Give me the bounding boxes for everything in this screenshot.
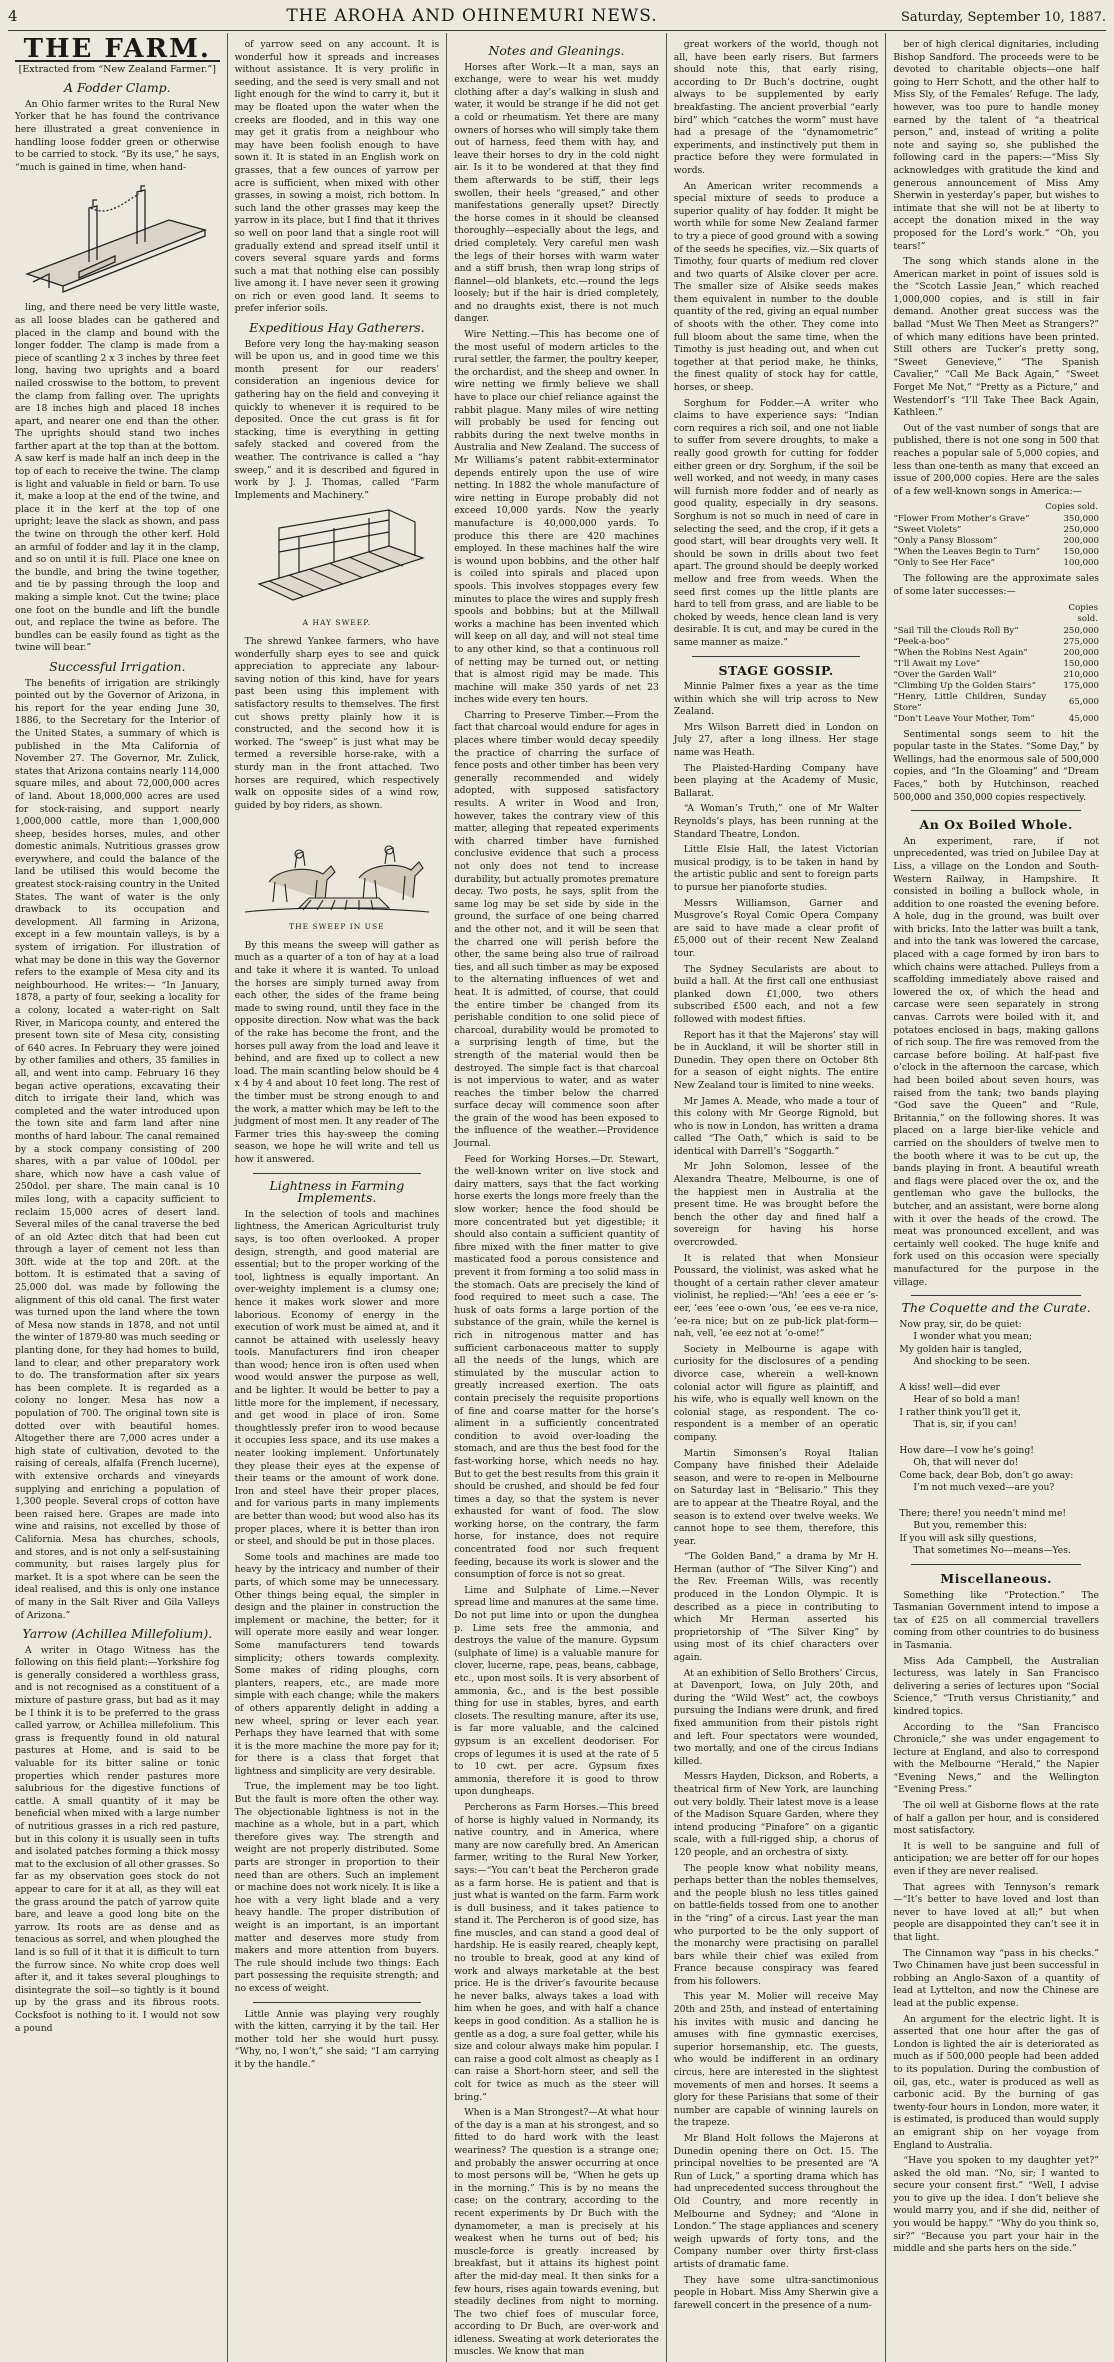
article-divider xyxy=(692,656,861,657)
issue-date: Saturday, September 10, 1887. xyxy=(901,10,1106,25)
article-paragraph: Feed for Working Horses.—Dr. Stewart, the well-known writer on live stock and dairy matters, says that the fact working horse exerts the longs more freely than the slow worker; hence the food should be more concentrated but yet digestible; it should also contain a sufficient quantity of fibre mixed with the finer matter to give masticated food a porous consistence and prevent it from forming a too solid mass in the stomach. Oats are precisely the kind of food required to meet such a case. The husk of oats forms a large portion of the substance of the grain, while the kernel is rich in nitrogenous matter and has sufficient carbonaceous matter to supply all the needs of the lungs, which are stimulated by the muscular action to greatly increased exertion. The oats contain precisely the requisite proportions of fine and coarse matter for the horse’s aliment in a sufficiently concentrated condition to avoid over-loading the stomach, and are thus the best food for the fast-working horse, which needs no hay. But to get the best results from this grain it should be crushed, and should be fed four times a day, so that the system is never exhausted for want of food. The slow working horse, on the contrary, the farm horse, for instance, does not require concentrated food nor such frequent feeding, because its work is slower and the consumption of force is not so great. xyxy=(454,1153,659,1581)
song-title: “Flower From Mother’s Grave” xyxy=(893,514,1030,525)
article-paragraph: That agrees with Tennyson’s remark—“It’s better to have loved and lost than never to have loved at all;” but when people are disappointed they can’t see it in that light. xyxy=(893,1881,1099,1943)
article-divider xyxy=(911,1564,1081,1565)
article-paragraph: According to the “San Francisco Chronicle,” she was under engagement to lecture at England, and also to correspond with the Melbourne “Herald,” the Napier “Evening News,” and the Wellington “Evening Press.” xyxy=(893,1721,1099,1796)
song-title: “Over the Garden Wall” xyxy=(893,669,997,680)
article-paragraph: This year M. Molier will receive May 20th and 25th, and instead of entertaining his invites with music and dancing he amuses with fine gymnastic exercises, superior horsemanship, etc. The guests, who would be indifferent in an ordinary circus, here are interested in the slightest movements of men and horses. It seems a glory for these Parisians that some of their number are capable of winning laurels on the trapeze. xyxy=(673,1991,879,2129)
poem-line xyxy=(899,1432,1099,1445)
article-paragraph: “The Golden Band,” a drama by Mr H. Herman (author of “The Silver King”) and the Rev. Freeman Wills, was recently produced in the London Olympic. It is described as a piece in contributing to which Mr Herman asserted his proprietorship of “The Silver King” by using most of its chief characters over again. xyxy=(673,1551,879,1664)
song-title: “When the Leaves Begin to Turn” xyxy=(893,547,1041,558)
song-sales-row xyxy=(893,670,1099,681)
copies-sold: 200,000 xyxy=(1063,536,1099,547)
article-paragraph: Percherons as Farm Horses.—This breed of horse is highly valued in Normandy, its native country, and in America, where many are now carefully bred. An American farmer, writing to the Rural New Yorker, says:—“You can’t beat the Percheron grade as a farm horse. He is patient and that is just what is wanted on the farm. Farm work is dull business, and it takes patience to stand it. The Percheron is of good size, has fine muscles, and can stand a good deal of hardship. He is easily reared, cheaply kept, no trouble to break, good at any kind of work and always marketable at the best price. He is the driver’s favourite because he never balks, always takes a load with him when he goes, and with half a chance keeps in good condition. As a stallion he is gentle as a dog, a sure foal getter, while his size and colour always make him popular. I can raise a good colt almost as cheaply as I can raise a Short-horn steer, and sell the colt for twice as much as the steer will bring.” xyxy=(454,1801,659,2103)
column-4 xyxy=(667,33,887,2362)
article-paragraph: “Have you spoken to my daughter yet?” asked the old man. “No, sir; I wanted to secure your consent first.” “Well, I advise you to give up the idea. I don’t believe she would marry you, and if she did, neither of you would be happy.” “Why do you think so, sir?” “Because you part your hair in the middle and she parts hers on the side.” xyxy=(893,2155,1099,2255)
masthead xyxy=(8,6,1106,31)
poem-line: That sometimes No—means—Yes. xyxy=(913,1545,1071,1557)
poem-line: If you will ask silly questions, xyxy=(899,1532,1037,1544)
article-heading-fodder-clamp: A Fodder Clamp. xyxy=(63,80,171,96)
poem-line: I wonder what you mean; xyxy=(913,1331,1032,1343)
article-paragraph: ber of high clerical dignitaries, including Bishop Sandford. The proceeds were to be devoted to charitable objects—one half going to Herr Schott, and the other half to Miss Sly, of the Females’ Refuge. The lady, however, was too pure to handle money earned by the talent of “a theatrical person,” and, instead of writing a polite note and saying so, she published the following card in the papers:—“Miss Sly acknowledges with gratitude the kind and generous announcement of Miss Amy Sherwin in yesterday’s paper, but wishes to intimate that she will not be at liberty to accept the donation mixed in the way proposed for the Lord’s work.” “Oh, you tears!” xyxy=(893,39,1099,252)
article-paragraph: Sentimental songs seem to hit the popular taste in the States. “Some Day,” by Wellings, had the enormous sale of 500,000 copies, and “In the Gloaming” and “Dream Faces,” both by Hutchinson, reached 500,000 and 350,000 copies respectively. xyxy=(893,728,1099,803)
article-paragraph: Minnie Palmer fixes a year as the time within which she will trip across to New Zealand. xyxy=(673,681,879,718)
copies-sold: 250,000 xyxy=(1063,625,1099,636)
article-heading-miscellaneous: Miscellaneous. xyxy=(940,1570,1053,1586)
article-paragraph: By this means the sweep will gather as much as a quarter of a ton of hay at a load and take it where it is wanted. To unload the horses are simply turned away from each other, the sides of the frame being made to swing round, until they face in the opposite direction. Now what was the back of the rake has become the front, and the horses pull away from the load and leave it behind, and are fixed up to collect a new load. The main scantling below should be 4 x 4 by 4 and about 10 feet long. The rest of the timber must be strong enough to and the work, a matter which may be left to the judgment of most men. It any reader of The Farmer tries this hay-sweep the coming season, we hope he will write and tell us how it answered. xyxy=(234,939,440,1165)
article-paragraph: Messrs Williamson, Garner and Musgrove’s Royal Comic Opera Company are said to have made a clear profit of £5,000 out of their recent New Zealand tour. xyxy=(673,897,879,959)
copies-sold: 45,000 xyxy=(1068,713,1099,724)
sweep-in-use-drawing xyxy=(239,816,435,920)
poem-line: Oh, that will never do! xyxy=(913,1457,1019,1469)
article-paragraph: Report has it that the Majerons’ stay will be in Auckland, it will be shorter still in Dunedin. They open there on October 8th for a season of eight nights. The entire New Zealand tour is limited to nine weeks. xyxy=(673,1029,879,1091)
fodder-clamp-illustration xyxy=(15,178,220,296)
article-divider xyxy=(911,1295,1081,1296)
article-paragraph: The benefits of irrigation are strikingly pointed out by the Governor of Arizona, in his report for the year ending June 30, 1886, to the Secretary for the Interior of the United States, a summary of which is published in the Mta California of November 27. The Governor, Mr. Zulick, states that Arizona contains nearly 114,000 square miles, and about 72,000,000 acres of land. About 18,000,000 acres are used for stock-raising, and support nearly 1,000,000 cattle, more than 1,000,000 sheep, besides horses, mules, and other domestic animals. Nutritious grasses grow everywhere, and could the balance of the land be utilised this would become the greatest stock-raising country in the United States. The want of water is the only drawback to its occupation and development. All farming in Arizona, except in a few mountain valleys, is by a system of irrigation. For illustration of what may be done in this way the Governor refers to the example of Mesa city and its neighbourhood. He writes:— “In January, 1878, a party of four, seeking a locality for a colony, located a water-right on Salt River, in Maricopa county, and entered the present town site of Mesa city, consisting of 640 acres. In February they were joined by other families and others, 35 families in all, and went into camp. February 16 they began active operations, excavating their ditch to irrigate their land, which was completed and the water introduced upon the town site and farm land after nine months of hard labour. The canal remained by a stock company consisting of 200 shares, with a par value of 100dol. per share, which now have a cash value of 250dol. per share. The main canal is 10 miles long, with a capacity sufficient to reclaim 15,000 acres of desert land. Several miles of the canal traverse the bed of an old Aztec ditch that had been cut through a layer of cement not less than 30ft. wide at the top and 20ft. at the bottom. It is estimated that a saving of 25,000 dol. was made by following the alignment of this old canal. The first water was turned upon the land where the town of Mesa now stands in 1878, and not until the winter of 1879-80 was much seeding or planting done, for they had homes to build, land to clear, and other preparatory work to do. The transformation after six years has been complete. It is regarded as a colony no longer. Mesa has now a population of 700. The original town site is dotted over with beautiful homes. Altogether there are 7,000 acres under a high state of cultivation, devoted to the raising of cereals, alfalfa (French lucerne), with extensive orchards and vineyards supplying and enriching a population of 1,300 people. Several crops of cotton have been raised here. Grapes are made into wine and raisins, not excelled by those of California. Mesa has churches, schools, and stores, and is not only a self-sustaining community, but raises largely plus for market. It is a spot where can be seen the ideal realised, and this is only one instance of many in the Salt River and Gila Valleys of Arizona.” xyxy=(15,677,220,1621)
article-paragraph: An American writer recommends a special mixture of seeds to produce a superior quality of hay fodder. It might be worth while for some New Zealand farmer to try a piece of good ground with a sowing of the seeds he specifies, viz.—Six quarts of Timothy, four quarts of medium red clover and two quarts of Alsike clover per acre. The smaller size of Alsike seeds makes them equivalent in number to the double quantity of the red, giving an equal number of shoots with the other. They come into full bloom about the same time, when the Timothy is just heading out, and when cut together at that period make, he thinks, the finest quality of stock hay for cattle, horses, or sheep. xyxy=(673,180,879,394)
poem-line: I rather think you’ll get it, xyxy=(899,1406,1021,1418)
song-sales-row xyxy=(893,514,1099,525)
article-paragraph: Little Annie was playing very roughly with the kitten, carrying it by the tail. Her mother told her she would hurt pussy. “Why, no, I won’t,” she said; “I am carrying it by the handle.” xyxy=(234,2008,440,2070)
song-sales-row xyxy=(893,525,1099,536)
article-paragraph: Something like “Protection.” The Tasmanian Government intend to impose a tax of £25 on all commercial travellers coming from other countries to do business in Tasmania. xyxy=(893,1589,1099,1651)
poem-heading: The Coquette and the Curate. xyxy=(901,1300,1091,1316)
article-paragraph: great workers of the world, though not all, have been early risers. But farmers should note this, that early rising, according to Dr Buch’s doctrine, ought always to be supplemented by early breakfasting. The ancient proverbial “early bird” which “catches the worm” must have had a presage of the “dynamometric” experiments, and instinctively put them in practice before they were formulated in words. xyxy=(673,39,879,176)
poem-line: Hear of so bold a man! xyxy=(913,1394,1020,1406)
song-title: “Sweet Violets” xyxy=(893,525,962,536)
article-paragraph: At an exhibition of Sello Brothers’ Circus, at Davenport, Iowa, on July 20th, and during the “Wild West” act, the cowboys pursuing the Indians were drunk, and fired fixed ammunition from their pistols right and left. Four spectators were wounded, two mortally, and one of the circus Indians killed. xyxy=(673,1667,879,1767)
article-paragraph: Martin Simonsen’s Royal Italian Company have finished their Adelaide season, and were to re-open in Melbourne on Saturday last in “Belisario.” This they are to appear at the Theatre Royal, and the season is to extend over twelve weeks. We cannot hope to see them, therefore, this year. xyxy=(673,1447,879,1547)
article-paragraph: The oil well at Gisborne flows at the rate of half a gallon per hour, and is considered most satisfactory. xyxy=(893,1800,1099,1837)
fodder-clamp-drawing xyxy=(19,178,215,296)
song-title: “Peek-a-boo” xyxy=(893,636,950,647)
article-paragraph: The Sydney Secularists are about to build a hall. At the first call one enthusiast planked down £1,000, two others subscribed £500 each, and not a few followed with modest fifties. xyxy=(673,963,879,1025)
article-paragraph: An experiment, rare, if not unprecedented, was tried on Jubilee Day at Liss, a village on the London and South-Western Railway, in Hampshire. It consisted in boiling a bullock whole, in addition to one roasted the evening before. A hole, dug in the ground, was built over with bricks. Into the latter was built a tank, and into the tank was lowered the carcase, placed with a cage formed by iron bars to which chains were attached. Pulleys from a scaffolding immediately above raised and lowered the ox, of which the head and carcase were seen separately in strong canvas. Carrots were boiled with it, and potatoes enclosed in bags, making gallons of rich soup. The fire was removed from the carcase before boiling. At half-past five o’clock in the afternoon the carcase, which had been boiled about seven hours, was raised from the tank; two bands playing “God save the Queen” and “Rule, Britannia,” on the following shores. It was placed on a large bier-like vehicle and carried on the shoulders of twelve men to the booth where it was to be cut up, the bands playing in front. A beautiful wreath and flags were placed over the ox, and the gentleman who gave the bullocks, the butcher, and an assistant, were borne along with it over the heads of the crowd. The meat was pronounced excellent, and was certainly well cooked. The huge knife and fork used on this occasion were specially manufactured for the purpose in the village. xyxy=(893,835,1099,1288)
section-title-the-farm: THE FARM. xyxy=(15,43,220,62)
poem-line: My golden hair is tangled, xyxy=(899,1343,1022,1355)
copies-sold: 210,000 xyxy=(1063,669,1099,680)
poem-line: There; there! you needn’t mind me! xyxy=(899,1507,1067,1519)
column-3 xyxy=(447,33,667,2362)
article-paragraph: A writer in Otago Witness has the following on this field plant:—Yorkshire fog is generally considered a worthless grass, and is not recognised as a constituent of a mixture of pasture grass, but bad as it may be I think it is to be preferred to the grass called yarrow, or Achillea millefolium. This grass is frequently found in old natural pastures at Home, and is said to be valuable for its bitter saline or tonic properties which render pastures more salubrious for the digestive functions of cattle. A small quantity of it may be beneficial when mixed with a large number of nutritious grasses in a rich red pasture, but in this colony it is usually seen in tufts and isolated patches forming a thick mossy mat to the exclusion of all other grasses. So far as my observation goes stock do not appear to care for it at all, as they will eat the grass around the patch of yarrow quite bare, and leave a good long bite on the yarrow. Its roots are as dense and as tenacious as sorrel, and when ploughed the land is so full of it that it is difficult to turn the furrow since. No white crop does well after it, and it takes several ploughings to disintegrate the soil—so tightly is it bound up by the grass and its fibrous roots. Cocksfoot is nothing to it. I would not sow a pound xyxy=(15,1644,220,2034)
copies-sold: 175,000 xyxy=(1063,680,1099,691)
hay-sweep-drawing xyxy=(239,506,435,616)
article-paragraph: The Plaisted-Harding Company have been playing at the Academy of Music, Ballarat. xyxy=(673,762,879,799)
song-title: “When the Robins Nest Again” xyxy=(893,647,1028,658)
poem-line: Come back, dear Bob, don’t go away: xyxy=(899,1469,1074,1481)
article-heading-notes-and-gleanings: Notes and Gleanings. xyxy=(488,43,625,58)
song-sales-table-1 xyxy=(893,501,1099,569)
poem-line: Now pray, sir, do be quiet: xyxy=(899,1318,1022,1330)
article-paragraph: Horses after Work.—It a man, says an exchange, were to wear his wet muddy clothing after a day’s walking in slush and water, it would be strange if he did not get a cold or rheumatism. Yet there are many owners of horses who will simply take them out of harness, feed them with hay, and leave their horses to dry in the cold night air. Is it to be wondered at that they find them afterwards to be stiff, their legs swollen, their heels “greased,” and other manifestations generally upset? Directly the horse comes in it should be cleansed thoroughly—especially about the legs, and dried completely. Very careful men wash the legs of their horses with warm water and a stiff brush, then wrap long strips of flannel—old blankets, etc.—round the legs loosely; but if the hair is dried completely, and no draughts exist, there is not much danger. xyxy=(454,61,659,325)
article-paragraph: Lime and Sulphate of Lime.—Never spread lime and manures at the same time. Do not put lime into or upon the dunghea p. Lime sets free the ammonia, and destroys the value of the manure. Gypsum (sulphate of lime) is a valuable manure for clover, lucerne, rape, peas, beans, cabbage, etc., upon most soils. It is very absorbent of ammonia, &c., and is the best possible thing for use in stables, byres, and earth closets. The resulting manure, after its use, is far more valuable, and the calcined gypsum is an excellent deodoriser. For crops of legumes it is used at the rate of 5 to 10 cwt. per acre. Gypsum fixes ammonia, therefore it is good to throw upon dungheaps. xyxy=(454,1584,659,1798)
section-kicker: [Extracted from “New Zealand Farmer.”] xyxy=(18,63,216,75)
article-paragraph: An argument for the electric light. It is asserted that one hour after the gas of London is lighted the air is deteriorated as much as if 500,000 people had been added to its population. During the combustion of oil, gas, etc., water is produced as well as carbonic acid. By the burning of gas twenty-four hours in London, more water, it is estimated, is produced than would supply an emigrant ship on her voyage from England to Australia. xyxy=(893,2013,1099,2151)
poem-line: But you, remember this: xyxy=(913,1520,1027,1532)
copies-sold: 150,000 xyxy=(1063,658,1099,669)
article-heading-stage-gossip: STAGE GOSSIP. xyxy=(718,662,834,678)
poem-body xyxy=(893,1319,1099,1558)
article-paragraph: True, the implement may be too light. But the fault is more often the other way. The objectionable lightness is not in the machine as a whole, but in a part, which therefore gives way. The strength and weight are not properly distributed. Some parts are stronger in proportion to their need than are others. Such an implement or machine does not work nicely. It is like a hoe with a very light blade and a very heavy handle. The proper distribution of weight is an important, is an important matter and deserves more study from makers and more attention from buyers. The rule should include two things: Each part possessing the requisite strength; and no excess of weight. xyxy=(234,1781,440,1994)
hay-sweep-illustration xyxy=(235,506,440,630)
song-sales-row xyxy=(893,536,1099,547)
sweep-in-use-illustration xyxy=(235,816,440,934)
article-paragraph: Out of the vast number of songs that are published, there is not one song in 500 that reaches a popular sale of 5,000 copies, and less than one-tenth as many that exceed an issue of 200,000 copies. Here are the sales of a few well-known songs in America:— xyxy=(893,422,1099,497)
poem-line: I’m not much vexed—are you? xyxy=(913,1482,1055,1494)
article-paragraph: Miss Ada Campbell, the Australian lecturess, was lately in San Francisco delivering a series of lectures upon “Social Science,” “Truth versus Christianity,” and kindred topics. xyxy=(893,1655,1099,1717)
song-title: “I’ll Await my Love” xyxy=(893,658,981,669)
song-sales-row xyxy=(893,714,1099,725)
column-5 xyxy=(886,33,1106,2362)
copies-sold: 65,000 xyxy=(1068,697,1099,708)
article-paragraph: Mrs Wilson Barrett died in London on July 27, after a long illness. Her stage name was Heath. xyxy=(673,721,879,759)
sales-column-header: Copies sold. xyxy=(1068,602,1098,624)
newspaper-title: THE AROHA AND OHINEMURI NEWS. xyxy=(286,6,658,26)
article-heading-successful-irrigation: Successful Irrigation. xyxy=(49,658,186,674)
article-paragraph: The people know what nobility means, perhaps better than the nobles themselves, and the people blush no less titles gained on battle-fields tossed from one to another in the “ring” of a circus. Last year the man who purported to be the only support of the monarchy were practising on parallel bars while their chief was exiled from France because conspiracy was feared from his followers. xyxy=(673,1862,879,1987)
poem-line xyxy=(899,1495,1099,1508)
article-paragraph: “A Woman’s Truth,” one of Mr Walter Reynolds’s plays, has been running at the Standard Theatre, London. xyxy=(673,803,879,840)
article-paragraph: Charring to Preserve Timber.—From the fact that charcoal would endure for ages in places where timber would decay speedily the practice of charring the surface of fence posts and other timber has been very generally recommended and widely adopted, with supposed satisfactory results. A writer in Wood and Iron, however, takes the contrary view of this matter, alleging that repeated experiments with charred timber have furnished conclusive evidence that such a process not only does not tend to increase durability, but actually promotes premature decay. Two posts, he says, split from the same log may be set side by side in the ground, the surface of one being charred and the other not, and it will be seen that the charred one will perish before the other, the same being also true of railroad ties, and all such timber as may be exposed to the alternating influences of wet and heat. It is admitted, of course, that could the entire timber be changed from its perishable condition to one solid piece of charcoal, durability would be promoted to a surprising length of time, but the strength of the material would then be destroyed. The simple fact is that charcoal is not impervious to water, and as water reaches the timber below the charred surface decay will commence soon after the grain of the wood has been exposed to the influence of the weather.—Providence Journal. xyxy=(454,709,659,1150)
copies-sold: 350,000 xyxy=(1063,514,1099,525)
article-paragraph: Society in Melbourne is agape with curiosity for the disclosures of a pending divorce case, wherein a well-known colonial actor will figure as plaintiff, and his wife, who is equally well known on the colonial stage, as respondent. The co-respondent is a member of an operatic company. xyxy=(673,1343,879,1443)
copies-sold: 200,000 xyxy=(1063,647,1099,658)
article-paragraph: Before very long the hay-making season will be upon us, and in good time we this month present for our readers’ consideration an ingenious device for gathering hay on the field and conveying it quickly to whenever it is required to be deposited. Once the cut grass is fit for stacking, time is everything in getting safely stacked and covered from the weather. The contrivance is called a “hay sweep,” and it is described and figured in work by J. J. Thomas, called “Farm Implements and Machinery.” xyxy=(234,338,440,501)
poem-line: And shocking to be seen. xyxy=(913,1356,1031,1368)
article-paragraph: Mr James A. Meade, who made a tour of this colony with Mr George Rignold, but who is now in London, has written a drama called “The Oath,” which is said to be identical with Darrell’s “Soggarth.” xyxy=(673,1095,879,1157)
song-sales-row xyxy=(893,692,1099,714)
column-2 xyxy=(228,33,448,2362)
figure-caption: A HAY SWEEP. xyxy=(302,618,372,628)
article-heading-hay-gatherers: Expeditious Hay Gatherers. xyxy=(249,320,425,336)
article-paragraph: Some tools and machines are made too heavy by the intricacy and number of their parts, of which some may be unnecessary. Other things being equal, the simpler in design and the plainer in construction the implement or machine, the better; for it will operate more easily and wear longer. Some manufacturers tend towards simplicity; others towards complexity. Some makes of riding ploughs, corn planters, reapers, etc., are made more simple with each change; while the makers of others apparently delight in adding a new wheel, spring or lever each year. Perhaps they have learned that with some it is the more machine the more pay for it; for there is a class that forget that lightness and simplicity are very desirable. xyxy=(234,1551,440,1777)
article-paragraph: Sorghum for Fodder.—A writer who claims to have experience says: “Indian corn requires a rich soil, and one not liable to suffer from severe droughts, to make a really good growth for cutting for fodder either green or dry. Sorghum, if the soil be well worked, and not weedy, in many cases will furnish more fodder and of nearly as good quality, especially in dry seasons. Sorghum is not so much in need of care in selecting the seed, and the crop, if it gets a good start, will bear droughts very well. It should be sown in drills about two feet apart. The ground should be deeply worked mellow and free from weeds. When the seed first comes up the little plants are hard to tell from grass, and are liable to be choked by weeds, hence clean land is very desirable. It is cut, and may be cured in the same manner as maize.” xyxy=(673,397,879,648)
song-sales-row xyxy=(893,681,1099,692)
song-sales-row xyxy=(893,659,1099,670)
poem-line: A kiss! well—did ever xyxy=(899,1381,1000,1393)
song-title: “Climbing Up the Golden Stairs” xyxy=(893,680,1037,691)
song-sales-row xyxy=(893,648,1099,659)
sales-column-header: Copies sold. xyxy=(1045,502,1098,513)
song-title: “Sail Till the Clouds Roll By” xyxy=(893,625,1019,636)
article-heading-lightness: Lightness in Farming Implements. xyxy=(269,1177,405,1206)
article-paragraph: The following are the approximate sales of some later successes:— xyxy=(893,573,1099,597)
article-heading-ox-boiled-whole: An Ox Boiled Whole. xyxy=(919,817,1073,833)
copies-sold: 275,000 xyxy=(1063,636,1099,647)
song-sales-row xyxy=(893,626,1099,637)
poem-line xyxy=(899,1369,1099,1382)
article-divider xyxy=(253,2002,422,2003)
page-number: 4 xyxy=(8,7,18,25)
song-sales-row xyxy=(893,558,1099,569)
song-title: “Don’t Leave Your Mother, Tom” xyxy=(893,713,1035,724)
article-paragraph: The Cinnamon way “pass in his checks.” Two Chinamen have just been successful in robbing an Anglo-Saxon of a quantity of lead at Lyttelton, and now the Chinese are lead at the public expense. xyxy=(893,1947,1099,2009)
article-heading-yarrow: Yarrow (Achillea Millefolium). xyxy=(22,1626,213,1642)
copies-sold: 100,000 xyxy=(1063,558,1099,569)
article-paragraph: The shrewd Yankee farmers, who have wonderfully sharp eyes to see and quick appreciation to appreciate any labour-saving notion of this kind, have for years past been using this implement with satisfactory results to themselves. The first cut shows pretty plainly how it is constructed, and the second how it is worked. The “sweep” is just what may be termed a reversible horse-rake, with a sturdy man in the front attached. Two horses are required, which respectively walk on opposite sides of a wind row, guided by boy riders, as shown. xyxy=(234,635,440,811)
song-title: “Henry, Little Children, Sunday Store” xyxy=(893,691,1047,713)
article-divider xyxy=(253,1173,422,1174)
article-paragraph: ling, and there need be very little waste, as all loose blades can be gathered and placed in the clamp and bound with the longer fodder. The clamp is made from a piece of scantling 2 x 3 inches by three feet long, having two uprights and a board nailed crosswise to the bottom, to prevent the clamp from falling over. The uprights are 18 inches high and placed 18 inches apart, and nearer one end than the other. The uprights should stand two inches farther apart at the top than at the bottom. A saw kerf is made half an inch deep in the top of each to receive the twine. The clamp is light and valuable in field or barn. To use it, make a loop at the end of the twine, and place it in the kerf at the top of one upright; leave the slack as shown, and pass the twine on through the other kerf. Hold an armful of fodder and lay it in the clamp, and so on until it is full. Place one knee on the bundle, and bring the twine together, and tie by passing through the loop and making a simple knot. Cut the twine; place one foot on the bundle and lift the bundle out, and replace the twine as before. The bundles can be easily found as tight as the twine will bear.” xyxy=(15,302,220,654)
article-paragraph: Messrs Hayden, Dickson, and Roberts, a theatrical firm of New York, are launching out very boldly. Their latest move is a lease of the Madison Square Garden, where they intend producing “Pinafore” on a gigantic scale, with a full-rigged ship, a chorus of 120 people, and an orchestra of sixty. xyxy=(673,1771,879,1858)
article-paragraph: The song which stands alone in the American market in point of issues sold is the “Scotch Lassie Jean,” which reached 1,000,000 copies, and is still in fair demand. Another great success was the ballad “Must We Then Meet as Strangers?” of which many editions have been printed. Still others are Tucker’s pretty song, “Sweet Genevieve,” “The Spanish Cavalier,” “Call Me Back Again,” “Sweet Forget Me Not,” “Pretty as a Picture,” and Westendorf’s “I’ll Take Thee Back Again, Kathleen.” xyxy=(893,256,1099,419)
poem-line: That is, sir, if you can! xyxy=(913,1419,1017,1431)
columns xyxy=(8,33,1106,2358)
song-title: “Only a Pansy Blossom” xyxy=(893,536,998,547)
column-1 xyxy=(8,33,228,2362)
copies-sold: 250,000 xyxy=(1063,525,1099,536)
article-divider xyxy=(911,810,1081,811)
article-paragraph: It is well to be sanguine and full of anticipation; we are better off for our hopes even if they are never realised. xyxy=(893,1840,1099,1878)
article-paragraph: In the selection of tools and machines lightness, the American Agriculturist truly says, is too often overlooked. A proper design, strength, and good material are essential; but to the proper working of the tool, lightness is equally important. An over-weighty implement is a clumsy one; hence it makes work slower and more laborious. Economy of energy in the execution of work must be aimed at, and it cannot be attained with uselessly heavy tools. Manufacturers find iron cheaper than wood; hence iron is often used when wood would answer the purpose as well, and be lighter. It would be better to pay a little more for the implement, if necessary, and get wood in place of iron. Some thoughtlessly prefer iron to wood because it occupies less space, and its use makes a neater looking implement. Unfortunately they please their eyes at the expense of their teams or the amount of work done. Iron and steel have their proper places, and for various parts in many implements are better than wood; but wood also has its proper places, where it is better than iron or steel, and should be put in those places. xyxy=(234,1208,440,1548)
article-paragraph: An Ohio farmer writes to the Rural New Yorker that he has found the contrivance here illustrated a great convenience in handling loose fodder green or otherwise to be carried to stock. “By its use,” he says, “much is gained in time, when hand- xyxy=(15,98,220,173)
article-paragraph: Little Elsie Hall, the latest Victorian musical prodigy, is to be taken in hand by the artistic public and sent to foreign parts to pursue her pianoforte studies. xyxy=(673,844,879,893)
article-paragraph: When is a Man Strongest?—At what hour of the day is a man at his strongest, and so fitted to do hard work with the least weariness? The question is a strange one; and probably the answer occurring at once to most persons will be, “When he gets up in the morning.” This is by no means the case; on the contrary, according to the recent experiments by Dr Buch with the dynamometer, a man is precisely at his weakest when he turns out of bed; his muscle-force is greatly increased by breakfast, but it attains its highest point after the mid-day meal. It then sinks for a few hours, rises again towards evening, but steadily declines from night to morning. The two chief foes of muscular force, according to Dr Buch, are over-work and idleness. Sweating at work deteriorates the muscles. We know that man xyxy=(454,2107,659,2358)
song-title: “Only to See Her Face” xyxy=(893,558,996,569)
poem-line: How dare—I vow he’s going! xyxy=(899,1444,1034,1456)
article-paragraph: It is related that when Monsieur Poussard, the violinist, was asked what he thought of a certain rather clever amateur violinist, he replied:—“Ah! ’ees a eee er ’s-eer, ’ees ’eee o-own ’ous, ’ee ees ve-ra nice, ’ee-ra nice; but on ze pub-lick plat-form—nah, vell, ’ee eez not at ’o-ome!” xyxy=(673,1252,879,1340)
article-paragraph: Mr John Solomon, lessee of the Alexandra Theatre, Melbourne, is one of the happiest men in Australia at the present time. He was brought before the bench the other day and fined half a sovereign for having his horse overcrowded. xyxy=(673,1161,879,1249)
article-paragraph: Wire Netting.—This has become one of the most useful of modern articles to the rural settler, the farmer, the poultry keeper, the orchardist, and the sheep and owner. In wire netting we firmly believe we shall have to place our chief reliance against the rabbit plague. Many miles of wire netting will probably be used for fencing out rabbits during the next twelve months in Australia and New Zealand. The success of Mr Williams’s patent rabbit-exterminator depends entirely upon the use of wire netting. In 1882 the whole manufacture of wire netting in Europe probably did not exceed 10,000 yards. Now the yearly manufacture is 40,000,000 yards. To produce this there are 420 machines employed. In these machines half the wire is wound upon bobbins, and the other half is coiled into spirals and placed upon spools. This involves stoppages every few minutes to place the wires and supply fresh spools and bobbins; but at the Millwall works a machine has been invented which will keep on all day, and will not steal time to any other kind, so that a continuous roll of netting may be turned out, or netting that is almost rigid may be made. This machine will make 350 yards of net 23 inches wide every ten hours. xyxy=(454,329,659,706)
copies-sold: 150,000 xyxy=(1063,547,1099,558)
article-paragraph: Mr Bland Holt follows the Majerons at Dunedin opening there on Oct. 15. The principal novelties to be presented are “A Run of Luck,” a sporting drama which has had unprecedented success throughout the Old Country, and more recently in Melbourne and Sydney; and “Alone in London.” The stage appliances and scenery weigh upwards of forty tons, and the Company number over thirty first-class artists of dramatic fame. xyxy=(673,2133,879,2270)
article-paragraph: of yarrow seed on any account. It is wonderful how it spreads and increases without assistance. It is very prolific in seeding, and the seed is very small and not light enough for the wind to carry it, but it may be floated upon the water when the creeks are flooded, and in this way one may get it gratis from a neighbour who may have been foolish enough to have sown it. It is stated in an English work on grasses, that a few ounces of yarrow per acre is sufficient, when mixed with other grasses, in sowing a moist, rich bottom. In such land the other grasses may keep the yarrow in its place, but I find that it thrives so well on poor land that a single root will gradually extend and spread itself until it covers several square yards and forms such a mat that nothing else can possibly live among it. I have never seen it growing on rich or even good land. It seems to prefer inferior soils. xyxy=(234,39,440,315)
song-sales-table-2 xyxy=(893,602,1099,725)
song-sales-row xyxy=(893,637,1099,648)
song-sales-row xyxy=(893,547,1099,558)
article-paragraph: They have some ultra-sanctimonious people in Hobart. Miss Amy Sherwin give a farewell concert in the presence of a num- xyxy=(673,2274,879,2311)
figure-caption: THE SWEEP IN USE xyxy=(289,922,385,932)
